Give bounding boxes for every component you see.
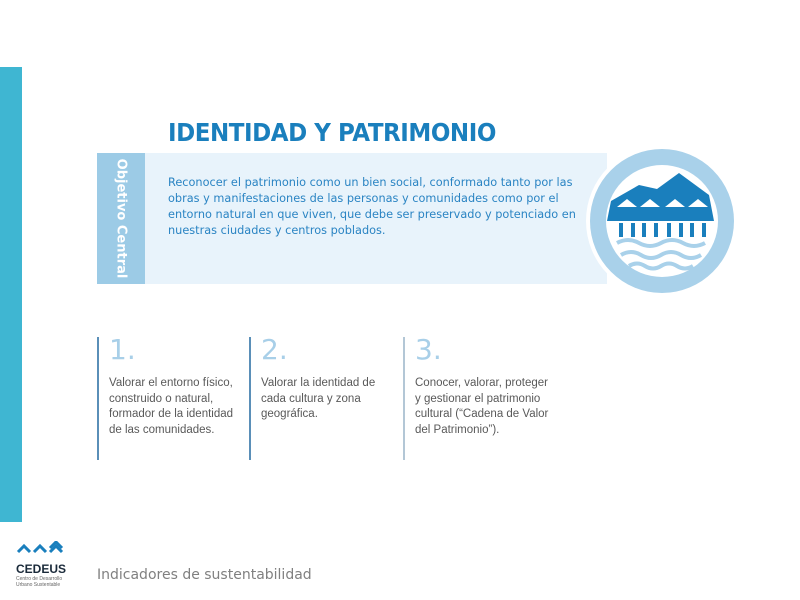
point-text: Valorar la identidad de cada cultura y zona geográfica. — [261, 377, 376, 420]
left-accent-bar — [0, 67, 22, 522]
point-2 — [249, 333, 376, 460]
point-text: Conocer, valorar, proteger y gestionar el patrimonio cultural (“Cadena de Valor del Patrimonio”). — [415, 377, 549, 436]
point-number: 1. — [109, 333, 136, 366]
point-number: 2. — [261, 333, 288, 366]
point-number: 3. — [415, 333, 442, 366]
logo-subtitle-1: Centro de Desarrollo — [16, 576, 63, 582]
point-3 — [403, 333, 549, 460]
point-1 — [97, 333, 234, 460]
objective-tab — [97, 153, 145, 284]
logo-subtitle-2: Urbano Sustentable — [16, 582, 61, 588]
objective-label: Objetivo Central — [113, 158, 129, 279]
stilt-houses-emblem-icon — [579, 145, 741, 297]
cedeus-logo — [16, 541, 76, 588]
roofs-icon — [16, 541, 64, 555]
objective-text: Reconocer el patrimonio como un bien social, conformado tanto por las obras y manifestaciones de las personas y comunidades como por el entorno natural en que viven, que debe ser preservado y potenciado en nuestras ciudades y centros poblados. — [168, 176, 576, 237]
logo-name: CEDEUS — [16, 562, 67, 576]
point-text: Valorar el entorno físico, construido o natural, formador de la identidad de las comunidades. — [109, 377, 234, 436]
footer-text: Indicadores de sustentabilidad — [97, 567, 312, 583]
page-title: IDENTIDAD Y PATRIMONIO — [168, 118, 496, 147]
